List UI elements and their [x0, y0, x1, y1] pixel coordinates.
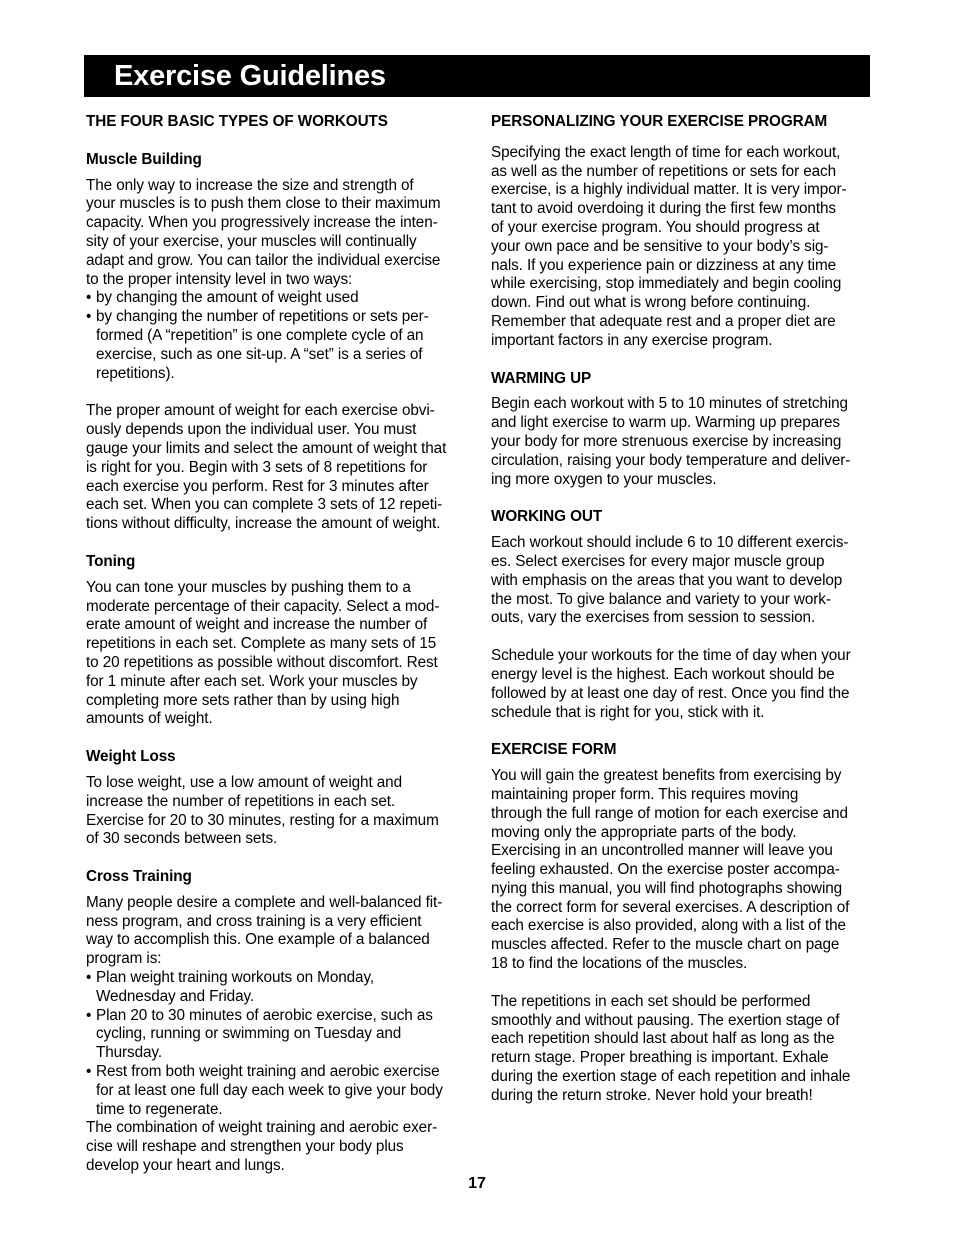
- bullet-text: by changing the number of repetitions or sets per-: [96, 308, 429, 326]
- bullet-line: [86, 1082, 470, 1101]
- body-line: of 30 seconds between sets.: [86, 830, 278, 848]
- body-line: smoothly and without pausing. The exertion stage of: [491, 1011, 840, 1029]
- body-line: erate amount of weight and increase the number of: [86, 616, 428, 634]
- body-line: moderate percentage of their capacity. Select a mod-: [86, 597, 440, 615]
- body-line: gauge your limits and select the amount of weight that: [86, 439, 447, 457]
- spacer: [86, 767, 470, 774]
- body-line: while exercising, stop immediately and begin cooling: [491, 275, 842, 293]
- bullet-line: [86, 1025, 470, 1044]
- body-line: return stage. Proper breathing is important. Exhale: [491, 1049, 829, 1067]
- right-column: [491, 113, 875, 1106]
- bullet-line-first: [86, 308, 470, 327]
- body-line: Exercising in an uncontrolled manner will leave you: [491, 842, 833, 860]
- bullet-text: for at least one full day each week to give your body: [96, 1081, 443, 1099]
- body-line: You can tone your muscles by pushing them to a: [86, 578, 411, 596]
- body-line: tant to avoid overdoing it during the first few months: [491, 200, 836, 218]
- body-line: and light exercise to warm up. Warming up prepares: [491, 414, 840, 432]
- body-line: outs, vary the exercises from session to session.: [491, 609, 816, 627]
- bullet-text: by changing the amount of weight used: [96, 289, 359, 307]
- subheading-cross-training: Cross Training: [86, 868, 192, 886]
- bullet-text: formed (A “repetition” is one complete cycle of an: [96, 326, 424, 344]
- section-heading-workout-types: THE FOUR BASIC TYPES OF WORKOUTS: [86, 113, 388, 130]
- body-line: each repetition should last about half as long as the: [491, 1030, 835, 1048]
- body-line: Begin each workout with 5 to 10 minutes of stretching: [491, 395, 848, 413]
- body-line: down. Find out what is wrong before continuing.: [491, 294, 811, 312]
- body-line: with emphasis on the areas that you want to develop: [491, 571, 843, 589]
- page-number: 17: [468, 1175, 486, 1192]
- body-line: You will gain the greatest benefits from exercising by: [491, 767, 842, 785]
- body-line: The proper amount of weight for each exercise obvi-: [86, 402, 435, 420]
- body-line: To lose weight, use a low amount of weight and: [86, 773, 402, 791]
- bullet-text: exercise, such as one sit-up. A “set” is a series of: [96, 345, 423, 363]
- bullet-text: cycling, running or swimming on Tuesday and: [96, 1025, 402, 1043]
- body-line: during the return stroke. Never hold your breath!: [491, 1086, 813, 1104]
- body-line: nying this manual, you will find photographs showing: [491, 879, 843, 897]
- bullet-marker: •: [86, 969, 92, 987]
- bullet-line-first: [86, 289, 470, 308]
- body-line: important factors in any exercise program.: [491, 331, 773, 349]
- body-line: for 1 minute after each set. Work your muscles by: [86, 672, 418, 690]
- body-line: develop your heart and lungs.: [86, 1157, 285, 1175]
- body-line: tions without difficulty, increase the amount of weight.: [86, 515, 441, 533]
- body-line: your body for more strenuous exercise by increasing: [491, 432, 842, 450]
- body-line: amounts of weight.: [86, 710, 213, 728]
- body-line: maintaining proper form. This requires moving: [491, 785, 799, 803]
- spacer: [86, 383, 470, 402]
- body-line: circulation, raising your body temperature and deliver-: [491, 451, 851, 469]
- body-line: energy level is the highest. Each workout should be: [491, 665, 835, 683]
- spacer: [491, 351, 875, 370]
- body-line: to 20 repetitions as possible without discomfort. Rest: [86, 653, 438, 671]
- spacer: [86, 887, 470, 894]
- section-heading-exercise-form: EXERCISE FORM: [491, 741, 617, 759]
- bullet-text: Plan weight training workouts on Monday,: [96, 969, 375, 987]
- body-line: exercise, is a highly individual matter. It is very impor-: [491, 181, 847, 199]
- body-line: program is:: [86, 950, 162, 968]
- bullet-line: [86, 988, 470, 1007]
- bullet-line: [86, 1101, 470, 1120]
- subheading-weight-loss: Weight Loss: [86, 748, 176, 766]
- body-line: ness program, and cross training is a very efficient: [86, 912, 422, 930]
- body-line: way to accomplish this. One example of a balanced: [86, 931, 430, 949]
- subheading-muscle-building: Muscle Building: [86, 150, 202, 168]
- body-line: moving only the appropriate parts of the body.: [491, 823, 797, 841]
- body-line: of your exercise program. You should progress at: [491, 218, 820, 236]
- spacer: [491, 527, 875, 534]
- spacer: [491, 974, 875, 993]
- body-line: the correct form for several exercises. A description of: [491, 898, 850, 916]
- spacer: [86, 534, 470, 553]
- body-line: muscles affected. Refer to the muscle chart on page: [491, 936, 840, 954]
- bullet-text: Plan 20 to 30 minutes of aerobic exercise, such as: [96, 1006, 433, 1024]
- header-bar: [84, 55, 870, 97]
- spacer: [491, 722, 875, 741]
- spacer: [491, 628, 875, 647]
- body-line: during the exertion stage of each repetition and inhale: [491, 1068, 851, 1086]
- bullet-line: [86, 346, 470, 365]
- section-heading-personalizing: PERSONALIZING YOUR EXERCISE PROGRAM: [491, 113, 828, 130]
- spacer: [86, 729, 470, 748]
- bullet-line: [86, 327, 470, 346]
- body-line: completing more sets rather than by using high: [86, 691, 400, 709]
- body-line: as well as the number of repetitions or sets for each: [491, 162, 837, 180]
- spacer: [86, 170, 470, 177]
- body-line: to the proper intensity level in two ways:: [86, 270, 353, 288]
- spacer: [86, 132, 470, 151]
- bullet-line: [86, 1044, 470, 1063]
- page-title: Exercise Guidelines: [114, 60, 386, 92]
- body-line: is right for you. Begin with 3 sets of 8 repetitions for: [86, 458, 428, 476]
- body-line: your muscles is to push them close to their maximum: [86, 195, 441, 213]
- body-line: repetitions in each set. Complete as many sets of 15: [86, 635, 437, 653]
- body-line: ously depends upon the individual user. You must: [86, 421, 417, 439]
- bullet-marker: •: [86, 1006, 92, 1024]
- body-line: adapt and grow. You can tailor the individual exercise: [86, 251, 441, 269]
- bullet-text: time to regenerate.: [96, 1100, 223, 1118]
- bullet-line-first: [86, 1063, 470, 1082]
- spacer: [491, 760, 875, 767]
- body-line: Many people desire a complete and well-balanced fit-: [86, 893, 443, 911]
- left-column: [86, 113, 470, 1176]
- body-line: each set. When you can complete 3 sets of 12 repeti-: [86, 496, 443, 514]
- body-line: The combination of weight training and aerobic exer-: [86, 1119, 438, 1137]
- bullet-line: [86, 365, 470, 384]
- bullet-marker: •: [86, 1063, 92, 1081]
- bullet-line-first: [86, 1007, 470, 1026]
- section-heading-warming-up: WARMING UP: [491, 369, 592, 387]
- body-line: schedule that is right for you, stick with it.: [491, 703, 765, 721]
- bullet-text: repetitions).: [96, 364, 175, 382]
- spacer: [86, 849, 470, 868]
- body-line: Exercise for 20 to 30 minutes, resting for a maximum: [86, 811, 439, 829]
- body-line: through the full range of motion for each exercise and: [491, 804, 848, 822]
- body-line: nals. If you experience pain or dizziness at any time: [491, 256, 837, 274]
- bullet-marker: •: [86, 308, 92, 326]
- body-line: cise will reshape and strengthen your body plus: [86, 1138, 404, 1156]
- body-line: 18 to find the locations of the muscles.: [491, 955, 748, 973]
- bullet-marker: •: [86, 289, 92, 307]
- body-line: your own pace and be sensitive to your body’s sig-: [491, 237, 829, 255]
- subheading-toning: Toning: [86, 552, 136, 570]
- body-line: The only way to increase the size and strength of: [86, 176, 414, 194]
- body-line: increase the number of repetitions in each set.: [86, 792, 396, 810]
- section-heading-working-out: WORKING OUT: [491, 508, 603, 526]
- body-line: each exercise is also provided, along with a list of the: [491, 917, 846, 935]
- spacer: [491, 132, 875, 144]
- bullet-text: Thursday.: [96, 1044, 162, 1062]
- body-line: es. Select exercises for every major muscle group: [491, 552, 825, 570]
- bullet-text: Rest from both weight training and aerobic exercise: [96, 1063, 440, 1081]
- body-line: Specifying the exact length of time for each workout,: [491, 143, 841, 161]
- spacer: [491, 388, 875, 395]
- body-line: Each workout should include 6 to 10 different exercis-: [491, 534, 849, 552]
- bullet-text: Wednesday and Friday.: [96, 987, 255, 1005]
- body-line: The repetitions in each set should be performed: [491, 992, 811, 1010]
- body-line: capacity. When you progressively increase the inten-: [86, 214, 438, 232]
- body-line: Schedule your workouts for the time of day when your: [491, 647, 851, 665]
- body-line: Remember that adequate rest and a proper diet are: [491, 312, 836, 330]
- body-line: each exercise you perform. Rest for 3 minutes after: [86, 477, 429, 495]
- body-line: the most. To give balance and variety to your work-: [491, 590, 831, 608]
- body-line: sity of your exercise, your muscles will continually: [86, 232, 417, 250]
- body-line: feeling exhausted. On the exercise poster accompa-: [491, 861, 840, 879]
- spacer: [86, 572, 470, 579]
- body-line: ing more oxygen to your muscles.: [491, 470, 717, 488]
- spacer: [491, 489, 875, 508]
- body-line: followed by at least one day of rest. Once you find the: [491, 684, 850, 702]
- bullet-line-first: [86, 969, 470, 988]
